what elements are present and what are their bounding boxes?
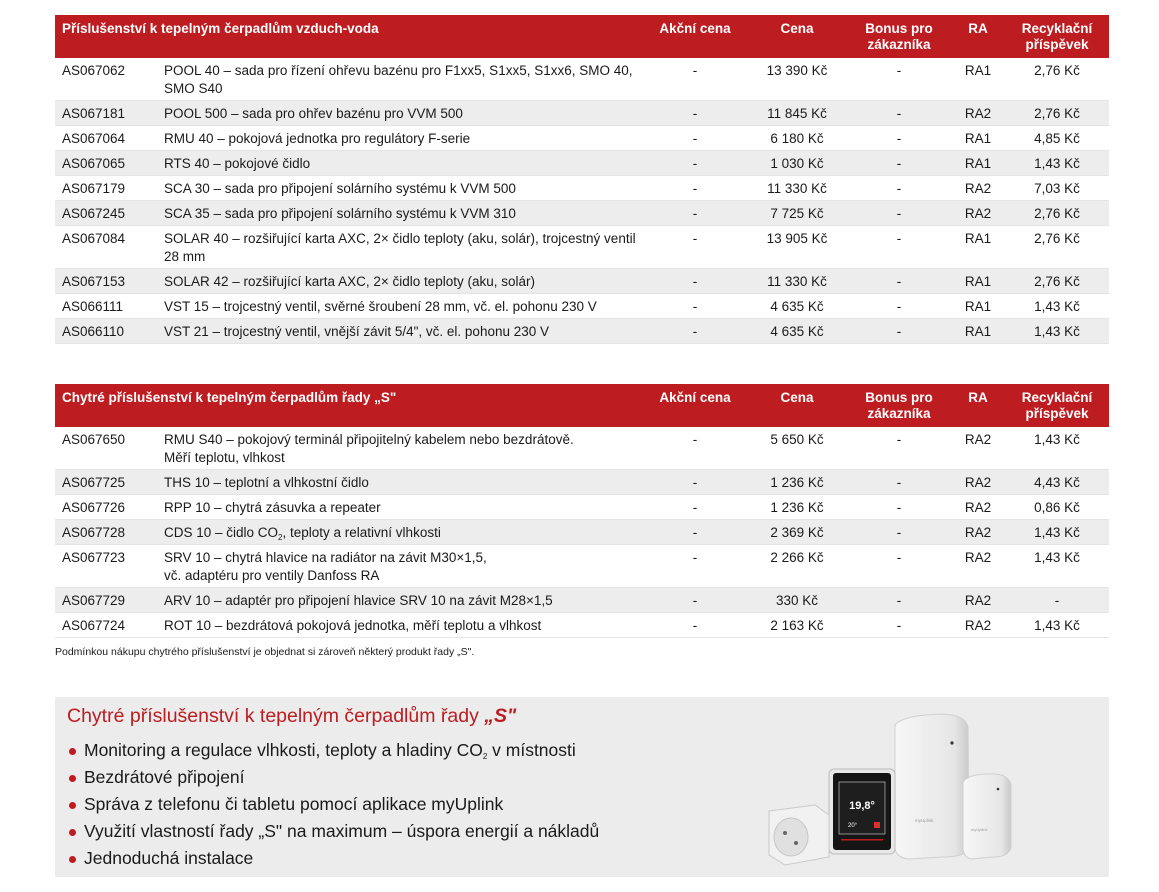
bonus-value: - (896, 550, 902, 565)
ra-value: RA2 (964, 181, 992, 196)
product-code: AS067724 (62, 618, 126, 633)
ra-value: RA2 (964, 618, 992, 633)
bonus-value: - (896, 181, 902, 196)
product-code: AS067245 (62, 206, 126, 221)
recyklacni-value: 1,43 Kč (1034, 525, 1080, 540)
promo-title-text: Chytré příslušenství k tepelným čerpadlům řady (67, 705, 485, 727)
bonus-value: - (896, 231, 902, 246)
bonus-line2: zákazníka (867, 37, 931, 52)
cena-value: 13 390 Kč (766, 63, 828, 78)
column-header-akcni-cena: Akční cena (659, 390, 731, 405)
description-line1: VST 15 – trojcestný ventil, svěrné šroubení 28 mm, vč. el. pohonu 230 V (164, 299, 597, 314)
table-row (55, 613, 1109, 638)
bonus-line2: zákazníka (867, 406, 931, 421)
table-row (55, 101, 1109, 126)
bonus-value: - (896, 131, 902, 146)
table-header (55, 384, 1109, 427)
description-line1: CDS 10 – čidlo CO (164, 525, 279, 540)
svg-text:myUplink: myUplink (971, 827, 988, 832)
description-line1: RPP 10 – chytrá zásuvka a repeater (164, 500, 381, 515)
cena-value: 330 Kč (775, 593, 819, 608)
bonus-value: - (896, 156, 902, 171)
column-header-akcni-cena: Akční cena (659, 21, 731, 36)
bullet-icon (69, 856, 76, 863)
recyklacni-value: 1,43 Kč (1034, 618, 1080, 633)
cena-value: 11 330 Kč (767, 274, 827, 289)
recyklacni-value: 7,03 Kč (1034, 181, 1080, 196)
akcni-cena-value: - (692, 618, 698, 633)
bonus-value: - (896, 63, 902, 78)
product-code: AS067728 (62, 525, 126, 540)
product-description (164, 592, 644, 610)
ra-value: RA1 (964, 131, 992, 146)
ra-value: RA2 (964, 206, 992, 221)
description-line1: RTS 40 – pokojové čidlo (164, 156, 311, 171)
wireless-unit-small-icon (963, 774, 1011, 859)
svg-text:myUplink: myUplink (915, 818, 934, 823)
akcni-cena-value: - (692, 500, 698, 515)
table-row (55, 294, 1109, 319)
description-line1: SCA 35 – sada pro připojení solárního systému k VVM 310 (164, 206, 516, 221)
product-description (164, 549, 644, 585)
thermostat-setpoint: 20° (848, 823, 858, 829)
product-code: AS067065 (62, 156, 126, 171)
recyklacni-value: 2,76 Kč (1034, 106, 1080, 121)
table-row (55, 201, 1109, 226)
table-row (55, 470, 1109, 495)
promo-feature (67, 791, 599, 818)
ra-value: RA2 (964, 550, 992, 565)
recyklacni-value: 4,85 Kč (1034, 131, 1080, 146)
column-header-bonus (849, 21, 949, 53)
description-line1: RMU 40 – pokojová jednotka pro regulátory F-serie (164, 131, 471, 146)
akcni-cena-value: - (692, 475, 698, 490)
description-line2: SMO S40 (164, 81, 223, 96)
product-code: AS067729 (62, 593, 126, 608)
promo-title-emphasis: „S" (484, 705, 517, 727)
description-line1: ARV 10 – adaptér pro připojení hlavice SRV 10 na závit M28×1,5 (164, 593, 553, 608)
cena-value: 1 236 Kč (770, 500, 824, 515)
feature-text: Správa z telefonu či tabletu pomocí aplikace myUplink (84, 794, 504, 814)
akcni-cena-value: - (692, 181, 698, 196)
bullet-icon (69, 829, 76, 836)
column-header-cena: Cena (780, 21, 814, 36)
akcni-cena-value: - (692, 324, 698, 339)
recyklacni-value: 2,76 Kč (1034, 63, 1080, 78)
promo-feature (67, 818, 599, 845)
product-code: AS067723 (62, 550, 126, 565)
product-description (164, 323, 644, 341)
akcni-cena-value: - (692, 550, 698, 565)
promo-title (67, 705, 516, 728)
table-row (55, 520, 1109, 545)
description-line1: THS 10 – teplotní a vlhkostní čidlo (164, 475, 369, 490)
table-row (55, 319, 1109, 344)
product-code: AS067153 (62, 274, 126, 289)
product-code: AS066110 (62, 324, 125, 339)
promo-feature (67, 764, 599, 791)
recyklacni-line2: příspěvek (1025, 37, 1089, 52)
bullet-icon (69, 802, 76, 809)
recyklacni-value: 2,76 Kč (1034, 206, 1080, 221)
cena-value: 11 845 Kč (767, 106, 827, 121)
description-line1: SOLAR 42 – rozšiřující karta AXC, 2× čidlo teploty (aku, solár) (164, 274, 536, 289)
cena-value: 1 030 Kč (770, 156, 824, 171)
product-code: AS067650 (62, 432, 126, 447)
akcni-cena-value: - (692, 63, 698, 78)
table-row (55, 58, 1109, 101)
column-header-bonus (849, 390, 949, 422)
thermostat-temperature: 19,8° (849, 800, 875, 812)
recyklacni-value: 2,76 Kč (1034, 274, 1080, 289)
bonus-line1: Bonus pro (865, 21, 933, 36)
product-code: AS067181 (62, 106, 126, 121)
recyklacni-line1: Recyklační (1021, 390, 1093, 405)
smart-plug-icon (769, 805, 829, 865)
bonus-value: - (896, 432, 902, 447)
product-code: AS066111 (62, 299, 124, 314)
feature-text: Využití vlastností řady „S" na maximum – úspora energií a nákladů (84, 821, 600, 841)
cena-value: 2 163 Kč (770, 618, 824, 633)
table-header (55, 15, 1109, 58)
table-title: Příslušenství k tepelným čerpadlům vzduch-voda (62, 21, 379, 36)
column-header-cena: Cena (780, 390, 814, 405)
description-line1: SRV 10 – chytrá hlavice na radiátor na závit M30×1,5, (164, 550, 487, 565)
feature-text: Jednoduchá instalace (84, 848, 254, 868)
recyklacni-value: 1,43 Kč (1034, 324, 1080, 339)
feature-text-tail: v místnosti (487, 740, 576, 760)
product-description (164, 499, 644, 517)
ra-value: RA2 (964, 525, 992, 540)
product-code: AS067726 (62, 500, 126, 515)
akcni-cena-value: - (692, 593, 698, 608)
room-thermostat-icon (829, 769, 895, 854)
product-description (164, 273, 644, 291)
product-description (164, 298, 644, 316)
bonus-line1: Bonus pro (865, 390, 933, 405)
accessories-table-air-water (55, 15, 1109, 344)
promo-box (55, 697, 1109, 877)
product-code: AS067179 (62, 181, 126, 196)
akcni-cena-value: - (692, 206, 698, 221)
cena-value: 6 180 Kč (770, 131, 824, 146)
recyklacni-value: 2,76 Kč (1034, 231, 1080, 246)
ra-value: RA2 (964, 432, 992, 447)
table-row (55, 427, 1109, 470)
akcni-cena-value: - (692, 106, 698, 121)
table-row (55, 226, 1109, 269)
product-description (164, 105, 644, 123)
product-code: AS067725 (62, 475, 126, 490)
column-header-recyklacni (1007, 21, 1107, 53)
cena-value: 1 236 Kč (770, 475, 824, 490)
bullet-icon (69, 775, 76, 782)
table-row (55, 588, 1109, 613)
product-description (164, 474, 644, 492)
description-line1: VST 21 – trojcestný ventil, vnější závit 5/4", vč. el. pohonu 230 V (164, 324, 550, 339)
bonus-value: - (896, 324, 902, 339)
bonus-value: - (896, 593, 902, 608)
feature-text: Monitoring a regulace vlhkosti, teploty a hladiny CO (84, 740, 483, 760)
recyklacni-line2: příspěvek (1025, 406, 1089, 421)
product-description (164, 205, 644, 223)
product-description (164, 617, 644, 635)
cena-value: 11 330 Kč (767, 181, 827, 196)
cena-value: 5 650 Kč (770, 432, 824, 447)
product-description (164, 230, 644, 266)
promo-feature-list (67, 737, 599, 872)
recyklacni-value: 0,86 Kč (1034, 500, 1080, 515)
ra-value: RA1 (964, 274, 992, 289)
description-line2: 28 mm (164, 249, 206, 264)
bonus-value: - (896, 525, 902, 540)
product-code: AS067064 (62, 131, 126, 146)
bonus-value: - (896, 206, 902, 221)
akcni-cena-value: - (692, 231, 698, 246)
description-line2: Měří teplotu, vlhkost (164, 450, 285, 465)
ra-value: RA2 (964, 500, 992, 515)
table-row (55, 126, 1109, 151)
product-code: AS067084 (62, 231, 126, 246)
table-row (55, 495, 1109, 520)
akcni-cena-value: - (692, 525, 698, 540)
wireless-unit-large-icon (895, 714, 969, 859)
bonus-value: - (896, 618, 902, 633)
description-line1: ROT 10 – bezdrátová pokojová jednotka, měří teplotu a vlhkost (164, 618, 542, 633)
product-description (164, 180, 644, 198)
promo-feature (67, 845, 599, 872)
description-line1: POOL 500 – sada pro ohřev bazénu pro VVM 500 (164, 106, 463, 121)
recyklacni-value: 1,43 Kč (1034, 432, 1080, 447)
table-row (55, 545, 1109, 588)
cena-value: 4 635 Kč (770, 299, 824, 314)
bonus-value: - (896, 475, 902, 490)
ra-value: RA2 (964, 106, 992, 121)
ra-value: RA2 (964, 593, 992, 608)
recyklacni-value: 1,43 Kč (1034, 550, 1080, 565)
smart-devices-image (733, 697, 1109, 877)
recyklacni-value: 1,43 Kč (1034, 299, 1080, 314)
table-body (55, 427, 1109, 638)
purchase-condition-note: Podmínkou nákupu chytrého příslušenství je objednat si zároveň některý produkt řady „S". (55, 646, 475, 658)
recyklacni-value: - (1054, 593, 1060, 608)
bonus-value: - (896, 500, 902, 515)
table-row (55, 269, 1109, 294)
subscript: 2 (278, 533, 283, 542)
smart-accessories-table (55, 384, 1109, 638)
table-title: Chytré příslušenství k tepelným čerpadlům řady „S" (62, 390, 397, 405)
akcni-cena-value: - (692, 299, 698, 314)
subscript: 2 (482, 752, 488, 761)
description-tail: , teploty a relativní vlhkosti (282, 525, 441, 540)
product-description (164, 62, 644, 98)
cena-value: 2 266 Kč (770, 550, 824, 565)
ra-value: RA1 (964, 299, 992, 314)
ra-value: RA1 (964, 231, 992, 246)
recyklacni-value: 1,43 Kč (1034, 156, 1080, 171)
bonus-value: - (896, 274, 902, 289)
table-row (55, 151, 1109, 176)
ra-value: RA1 (964, 63, 992, 78)
product-description (164, 155, 644, 173)
product-code: AS067062 (62, 63, 126, 78)
column-header-recyklacni (1007, 390, 1107, 422)
description-line1: SOLAR 40 – rozšiřující karta AXC, 2× čidlo teploty (aku, solár), trojcestný ventil (164, 231, 636, 246)
column-header-ra: RA (968, 21, 988, 36)
cena-value: 7 725 Kč (770, 206, 824, 221)
ra-value: RA1 (964, 324, 992, 339)
description-line1: POOL 40 – sada pro řízení ohřevu bazénu pro F1xx5, S1xx5, S1xx6, SMO 40, (164, 63, 633, 78)
table-body (55, 58, 1109, 344)
cena-value: 13 905 Kč (766, 231, 828, 246)
promo-feature (67, 737, 599, 764)
recyklacni-line1: Recyklační (1021, 21, 1093, 36)
cena-value: 2 369 Kč (770, 525, 824, 540)
column-header-ra: RA (968, 390, 988, 405)
recyklacni-value: 4,43 Kč (1034, 475, 1080, 490)
akcni-cena-value: - (692, 131, 698, 146)
ra-value: RA1 (964, 156, 992, 171)
ra-value: RA2 (964, 475, 992, 490)
cena-value: 4 635 Kč (770, 324, 824, 339)
product-description (164, 431, 644, 467)
product-description (164, 130, 644, 148)
akcni-cena-value: - (692, 274, 698, 289)
akcni-cena-value: - (692, 156, 698, 171)
bonus-value: - (896, 106, 902, 121)
product-description (164, 524, 644, 542)
bullet-icon (69, 748, 76, 755)
description-line1: RMU S40 – pokojový terminál připojitelný kabelem nebo bezdrátově. (164, 432, 574, 447)
akcni-cena-value: - (692, 432, 698, 447)
feature-text: Bezdrátové připojení (84, 767, 245, 787)
table-row (55, 176, 1109, 201)
bonus-value: - (896, 299, 902, 314)
description-line1: SCA 30 – sada pro připojení solárního systému k VVM 500 (164, 181, 516, 196)
description-line2: vč. adaptéru pro ventily Danfoss RA (164, 568, 380, 583)
